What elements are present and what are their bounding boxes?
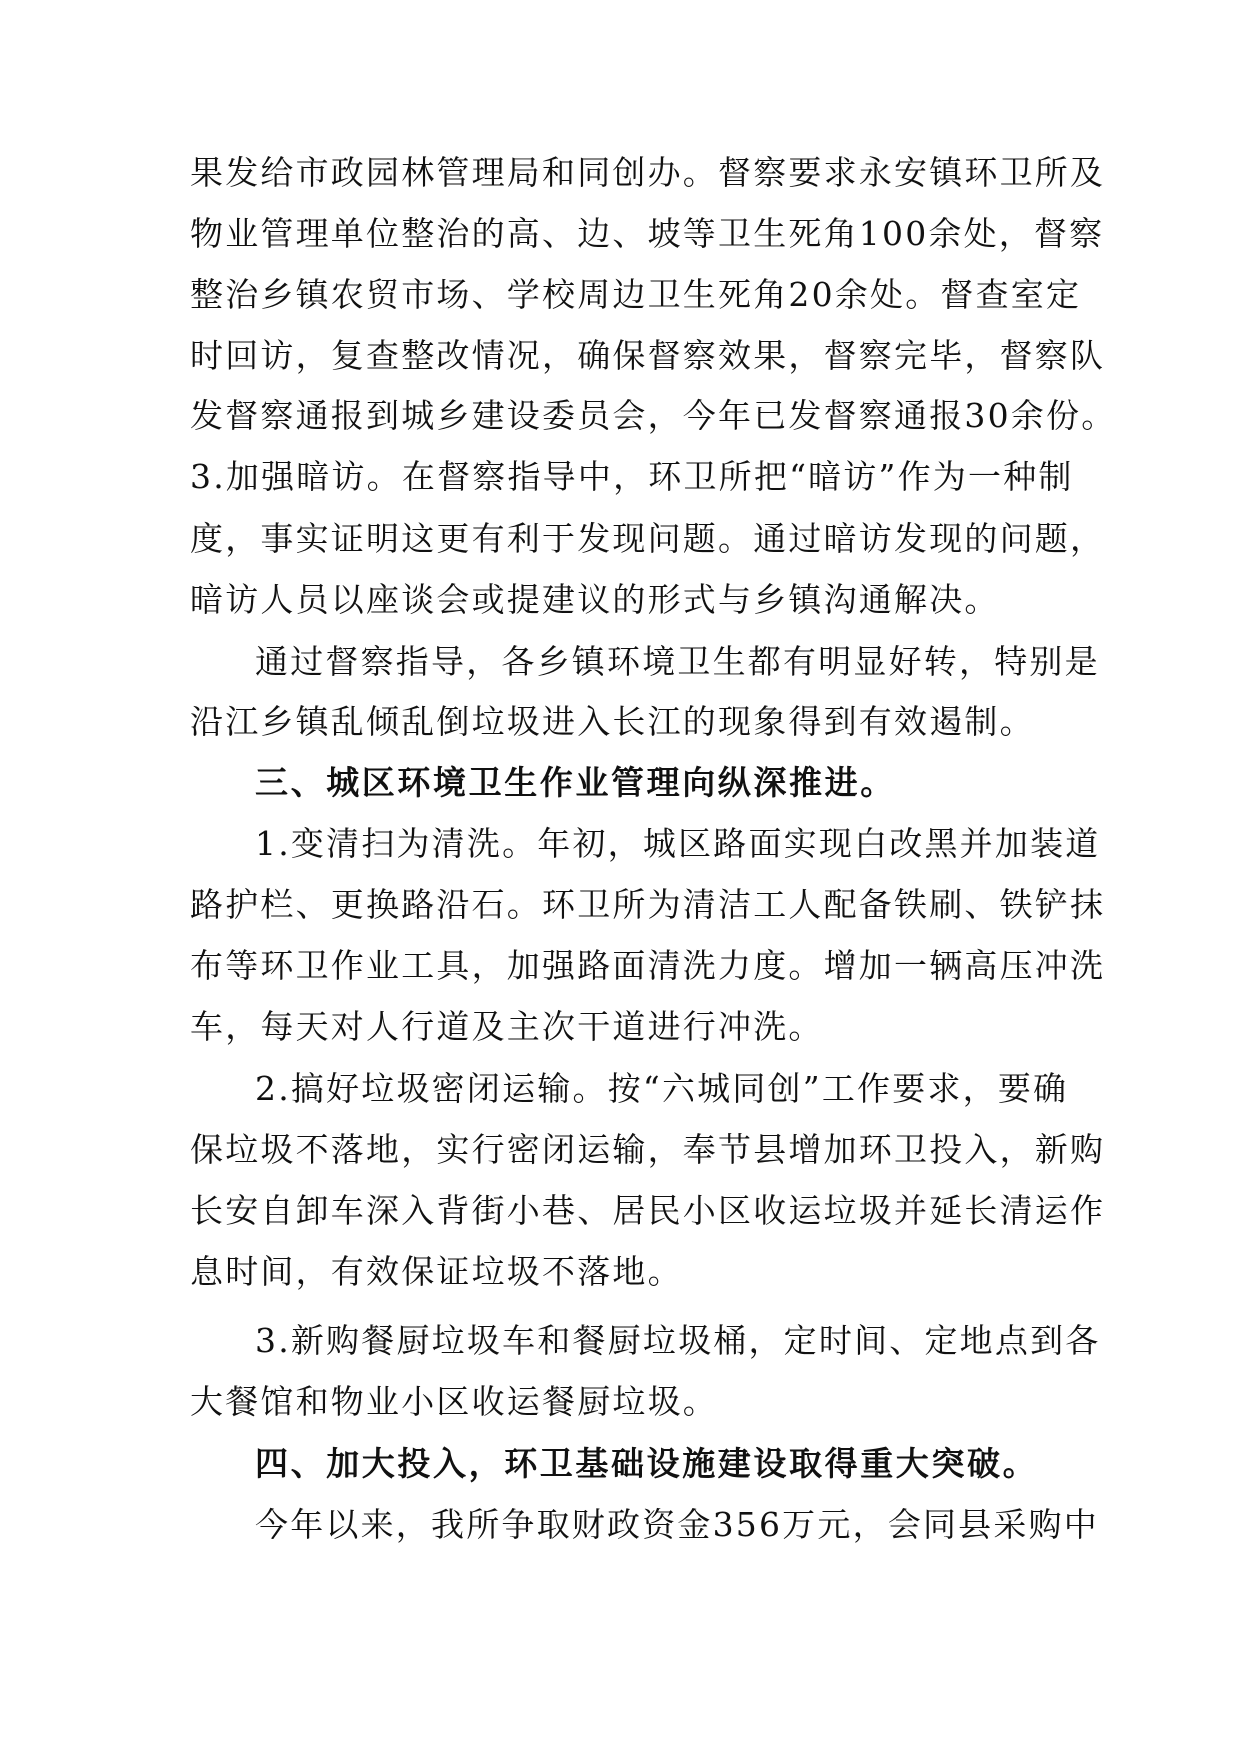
body-text-line: 2.搞好垃圾密闭运输。按“六城同创”工作要求，要确: [255, 1069, 1069, 1108]
body-text-line: 今年以来，我所争取财政资金356万元，会同县采购中: [255, 1505, 1099, 1544]
body-text-line: 布等环卫作业工具，加强路面清洗力度。增加一辆高压冲洗: [190, 946, 1106, 985]
body-text-line: 3.新购餐厨垃圾车和餐厨垃圾桶，定时间、定地点到各: [255, 1321, 1101, 1360]
body-text-line: 路护栏、更换路沿石。环卫所为清洁工人配备铁刷、铁铲抹: [190, 885, 1106, 924]
body-text-line: 物业管理单位整治的高、边、坡等卫生死角100余处，督察: [190, 214, 1105, 253]
body-text-line: 度，事实证明这更有利于发现问题。通过暗访发现的问题，: [190, 519, 1106, 558]
body-text-line: 果发给市政园林管理局和同创办。督察要求永安镇环卫所及: [190, 153, 1106, 192]
body-text-line: 息时间，有效保证垃圾不落地。: [190, 1252, 683, 1291]
body-text-line: 时回访，复查整改情况，确保督察效果，督察完毕，督察队: [190, 336, 1106, 375]
body-text-line: 车，每天对人行道及主次干道进行冲洗。: [190, 1007, 824, 1046]
body-text-line: 暗访人员以座谈会或提建议的形式与乡镇沟通解决。: [190, 580, 1000, 619]
section-heading: 三、城区环境卫生作业管理向纵深推进。: [255, 763, 896, 802]
body-text-line: 3.加强暗访。在督察指导中，环卫所把“暗访”作为一种制: [190, 457, 1074, 496]
section-heading: 四、加大投入，环卫基础设施建设取得重大突破。: [255, 1444, 1039, 1483]
body-text-line: 1.变清扫为清洗。年初，城区路面实现白改黑并加装道: [255, 824, 1101, 863]
body-text-line: 整治乡镇农贸市场、学校周边卫生死角20余处。督查室定: [190, 275, 1082, 314]
body-text-line: 保垃圾不落地，实行密闭运输，奉节县增加环卫投入，新购: [190, 1130, 1106, 1169]
body-text-line: 发督察通报到城乡建设委员会，今年已发督察通报30余份。: [190, 396, 1117, 435]
body-text-line: 大餐馆和物业小区收运餐厨垃圾。: [190, 1382, 718, 1421]
body-text-line: 长安自卸车深入背街小巷、居民小区收运垃圾并延长清运作: [190, 1191, 1106, 1230]
body-text-line: 通过督察指导，各乡镇环境卫生都有明显好转，特别是: [255, 642, 1100, 681]
body-text-line: 沿江乡镇乱倾乱倒垃圾进入长江的现象得到有效遏制。: [190, 702, 1035, 741]
